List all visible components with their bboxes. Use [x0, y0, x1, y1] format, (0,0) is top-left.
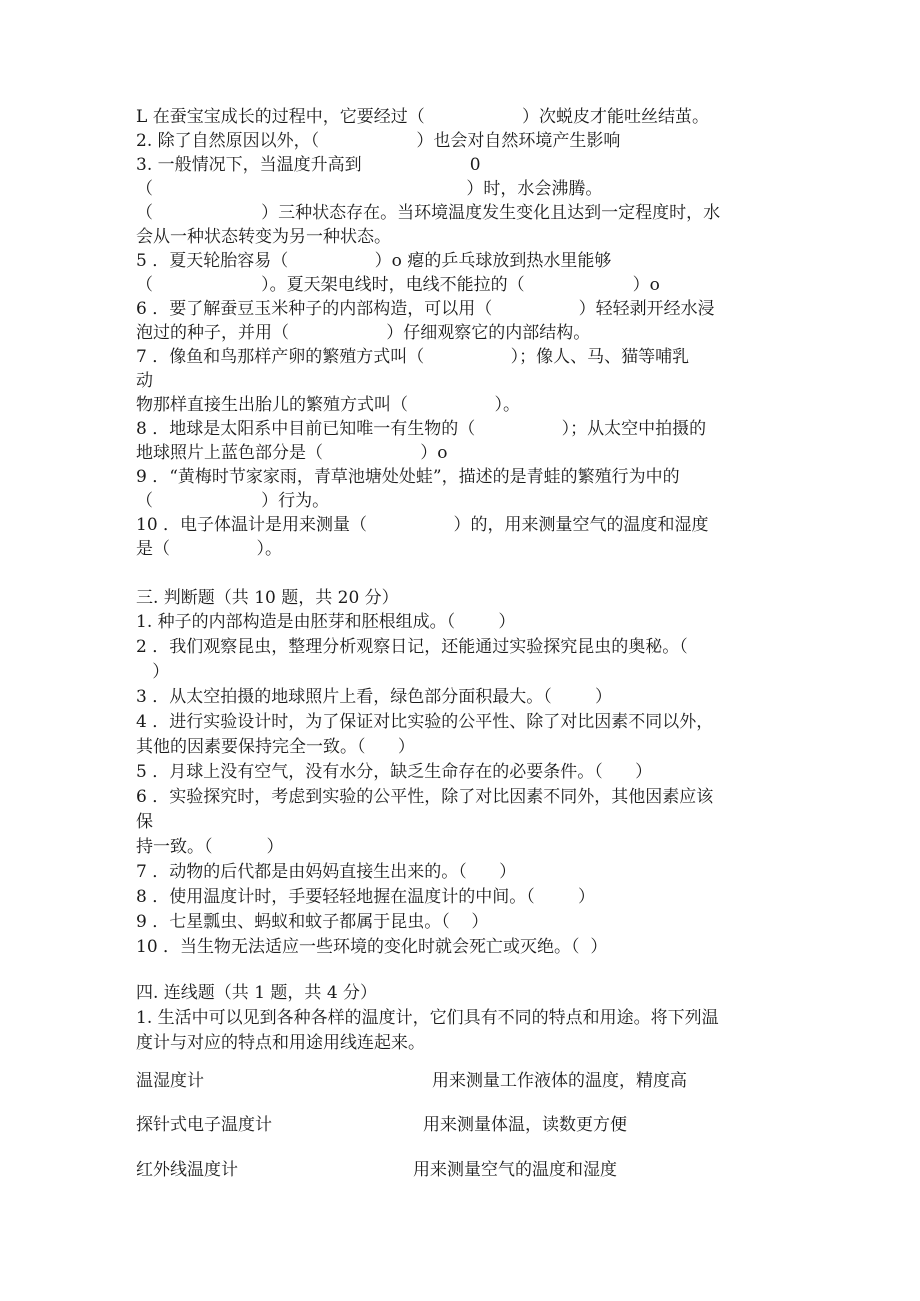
fill-line: 是（ ）。: [136, 539, 282, 559]
fill-line: L 在蚕宝宝成长的过程中，它要经过（ ）次蜕皮才能吐丝结茧。: [136, 107, 709, 127]
fill-line: 8 ．地球是太阳系中目前已知唯一有生物的（ ）；从太空中拍摄的: [136, 419, 707, 439]
fill-line: （ ）时，水会沸腾。: [136, 179, 603, 199]
fill-line: （ ）三种状态存在。当环境温度发生变化且达到一定程度时，水: [136, 203, 721, 223]
judge-line: 6 ．实验探究时，考虑到实验的公平性，除了对比因素不同外，其他因素应该: [136, 787, 714, 807]
fill-line: 9 ．“黄梅时节家家雨，青草池塘处处蛙”，描述的是青蛙的繁殖行为中的: [136, 467, 680, 487]
fill-line: 7 ．像鱼和鸟那样产卵的繁殖方式叫（ ）；像人、马、猫等哺乳: [136, 347, 690, 367]
fill-line: 10 ．电子体温计是用来测量（ ）的，用来测量空气的温度和湿度: [136, 515, 709, 535]
fill-line: 地球照片上蓝色部分是（ ）o: [136, 443, 448, 463]
judge-line: 8 ．使用温度计时，手要轻轻地握在温度计的中间。（ ）: [136, 887, 595, 907]
question-line: 度计与对应的特点和用途用线连起来。: [136, 1033, 425, 1053]
match-left-item: 温湿度计: [136, 1071, 204, 1091]
judge-line: 10 ．当生物无法适应一些环境的变化时就会死亡或灭绝。（ ）: [136, 937, 608, 957]
match-right-item: 用来测量工作液体的温度，精度高: [432, 1071, 687, 1091]
judge-line: 持一致。（ ）: [136, 837, 284, 857]
section-title: 四. 连线题（共 1 题，共 4 分）: [136, 983, 378, 1003]
fill-line: 泡过的种子，并用（ ）仔细观察它的内部结构。: [136, 323, 591, 343]
fill-line: 动: [136, 371, 153, 391]
fill-line: （ ）。夏天架电线时，电线不能拉的（ ）o: [136, 275, 660, 295]
judge-line: 1. 种子的内部构造是由胚芽和胚根组成。（ ）: [136, 612, 516, 632]
fill-line: 6 ．要了解蚕豆玉米种子的内部构造，可以用（ ）轻轻剥开经水浸: [136, 299, 715, 319]
judge-line: 2 ．我们观察昆虫，整理分析观察日记，还能通过实验探究昆虫的奥秘。（: [136, 637, 688, 657]
fill-line: （ ）行为。: [136, 491, 330, 511]
judge-line: 4 ．进行实验设计时，为了保证对比实验的公平性、除了对比因素不同以外，: [136, 712, 714, 732]
question-line: 1. 生活中可以见到各种各样的温度计，它们具有不同的特点和用途。将下列温: [136, 1008, 719, 1028]
match-left-item: 探针式电子温度计: [136, 1115, 272, 1135]
judge-line: 7 ．动物的后代都是由妈妈直接生出来的。（ ）: [136, 862, 517, 882]
fill-line: 3. 一般情况下，当温度升高到 0: [136, 155, 481, 175]
judge-line: 其他的因素要保持完全一致。（ ）: [136, 737, 415, 757]
judge-line: 保: [136, 812, 153, 832]
section-title: 三. 判断题（共 10 题，共 20 分）: [136, 588, 399, 608]
match-left-item: 红外线温度计: [136, 1160, 238, 1180]
judge-line: 5 ．月球上没有空气，没有水分，缺乏生命存在的必要条件。（ ）: [136, 762, 653, 782]
fill-line: 物那样直接生出胎儿的繁殖方式叫（ ）。: [136, 395, 520, 415]
judge-line: 3 ．从太空拍摄的地球照片上看，绿色部分面积最大。（ ）: [136, 687, 612, 707]
fill-line: 会从一种状态转变为另一种状态。: [136, 227, 391, 247]
judge-line: 9 ．七星瓢虫、蚂蚁和蚊子都属于昆虫。（ ）: [136, 912, 489, 932]
fill-line: 2. 除了自然原因以外，（ ）也会对自然环境产生影响: [136, 131, 621, 151]
match-right-item: 用来测量体温，读数更方便: [423, 1115, 627, 1135]
match-right-item: 用来测量空气的温度和湿度: [413, 1160, 617, 1180]
fill-line: 5 ．夏天轮胎容易（ ）o 瘪的乒乓球放到热水里能够: [136, 251, 612, 271]
judge-line: ）: [136, 662, 170, 682]
